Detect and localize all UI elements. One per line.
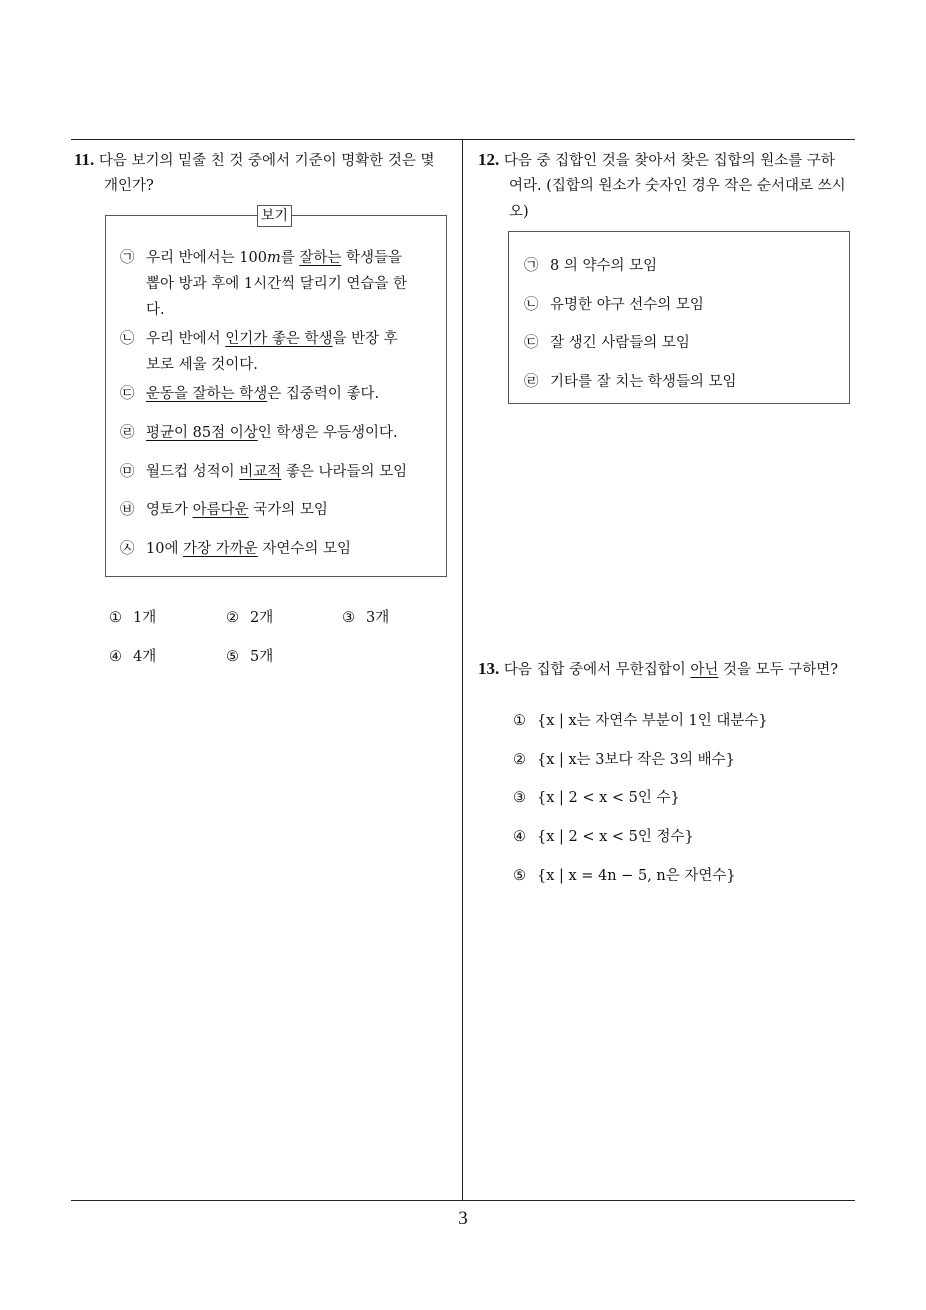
item-mark: ㉡ [524,297,539,313]
item-mark: ㉣ [524,374,539,390]
choice-number: ④ [513,829,526,845]
item-text: 영토가 [146,502,193,518]
question-text: 것을 모두 구하면? [718,662,839,678]
item-text: 기타를 잘 치는 학생들의 모임 [550,374,737,390]
choice-number: ③ [342,610,355,626]
item-text: 10에 [146,541,184,557]
item-text: 을 반장 후 [332,331,398,347]
choice-number: ⑤ [226,649,239,665]
underlined-text: 아닌 [690,662,719,678]
page-number: 3 [458,1208,468,1229]
choice-number: ④ [109,649,122,665]
bogi-item [120,497,328,523]
answer-choice[interactable] [109,607,156,629]
item-text: 를 [280,250,300,266]
item-mark: ㉣ [120,425,135,441]
choice-text: {x | x = 4n − 5, n은 자연수} [537,868,736,884]
answer-choice[interactable] [342,607,389,629]
choice-text: {x | x는 자연수 부분이 1인 대분수} [537,713,768,729]
set-candidate-item [524,369,737,395]
item-text: 8 의 약수의 모임 [550,258,658,274]
question-number: 13. [478,659,500,678]
bottom-rule [71,1200,855,1201]
set-candidate-item [524,292,704,318]
question-text-line: 개인가? [104,178,154,194]
item-text: 100 [239,250,267,266]
question-11-stem [74,147,459,174]
question-text-line: 여라. (집합의 원소가 숫자인 경우 작은 순서대로 쓰시 [509,178,846,194]
item-mark: ㉢ [120,386,135,402]
choice-text: {x | 2 < x < 5인 수} [537,790,680,806]
choice-number: ① [513,713,526,729]
underlined-text: 운동을 잘하는 학생 [146,386,268,402]
item-text: 은 집중력이 좋다. [267,386,380,402]
item-text: 학생들을 [341,250,402,266]
item-mark: ㉡ [120,331,135,347]
bogi-item [120,459,407,485]
choice-label: 2개 [250,610,274,626]
answer-choice[interactable] [513,865,736,887]
choice-text: {x | x는 3보다 작은 3의 배수} [537,752,735,768]
choice-label: 5개 [250,649,274,665]
item-mark: ㉢ [524,335,539,351]
answer-choice[interactable] [513,749,735,771]
item-text: 인 학생은 우등생이다. [257,425,398,441]
underlined-text: 아름다운 [192,502,249,518]
item-text: 좋은 나라들의 모임 [281,464,408,480]
item-text: 월드컵 성적이 [146,464,240,480]
question-number: 12. [478,150,500,169]
answer-choice[interactable] [226,646,273,668]
choice-label: 1개 [133,610,157,626]
choice-text: {x | 2 < x < 5인 정수} [537,829,694,845]
underlined-text: 인기가 좋은 학생 [225,331,333,347]
underlined-text: 잘하는 [299,250,342,266]
item-text: 국가의 모임 [248,502,328,518]
choice-number: ③ [513,790,526,806]
answer-choice[interactable] [226,607,273,629]
item-mark: ㉤ [120,464,135,480]
item-mark: ㉠ [524,258,539,274]
choice-number: ② [513,752,526,768]
choice-number: ① [109,610,122,626]
bogi-box-title: 보기 [257,205,292,227]
bogi-item [120,245,402,271]
item-text: 다. [146,302,165,318]
top-rule [71,139,855,140]
answer-choice[interactable] [513,787,680,809]
answer-choice[interactable] [513,710,768,732]
item-mark: ㉥ [120,502,135,518]
question-text-line: 다음 중 집합인 것을 찾아서 찾은 집합의 원소를 구하 [503,153,835,169]
set-candidate-item [524,330,690,356]
item-mark: ㉦ [120,541,135,557]
choice-number: ② [226,610,239,626]
underlined-text: 가장 가까운 [183,541,258,557]
answer-choice[interactable] [109,646,156,668]
item-text: 잘 생긴 사람들의 모임 [550,335,690,351]
item-text: 유명한 야구 선수의 모임 [550,297,704,313]
item-text: 자연수의 모임 [257,541,351,557]
item-text: 우리 반에서는 [146,250,240,266]
column-divider [462,139,463,1201]
choice-number: ⑤ [513,868,526,884]
question-13-stem [478,656,863,683]
item-text: 뽑아 방과 후에 1시간씩 달리기 연습을 한 [146,276,407,292]
bogi-item [120,536,351,562]
question-text-line: 다음 보기의 밑줄 친 것 중에서 기준이 명확한 것은 몇 [98,153,435,169]
item-text: 우리 반에서 [146,331,226,347]
underlined-text: 평균이 85점 이상 [146,425,258,441]
question-text: 다음 집합 중에서 무한집합이 [503,662,691,678]
answer-choice[interactable] [513,826,694,848]
underlined-text: 비교적 [239,464,282,480]
question-number: 11. [74,150,95,169]
bogi-item [120,381,379,407]
question-text-line: 오) [509,204,529,220]
math-variable: m [266,250,281,266]
choice-label: 4개 [133,649,157,665]
bogi-item [120,420,398,446]
item-mark: ㉠ [120,250,135,266]
bogi-item [120,326,398,352]
set-candidate-item [524,253,657,279]
question-12-stem [478,147,863,174]
item-text: 보로 세울 것이다. [146,357,258,373]
choice-label: 3개 [366,610,390,626]
